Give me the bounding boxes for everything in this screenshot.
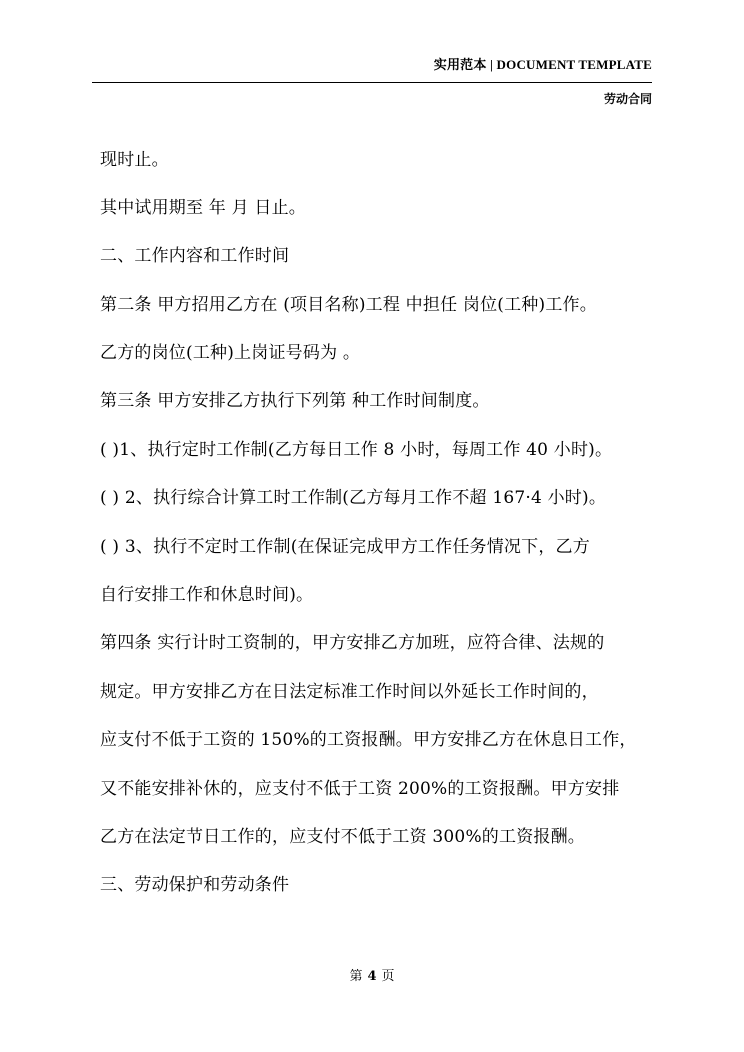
paragraph-line: 第三条 甲方安排乙方执行下列第 种工作时间制度。 bbox=[100, 391, 490, 411]
paragraph-line: ( )1、执行定时工作制(乙方每日工作 8 小时，每周工作 40 小时)。 bbox=[100, 440, 613, 460]
header-subtitle: 劳动合同 bbox=[603, 92, 652, 106]
paragraph-line: 又不能安排补休的，应支付不低于工资 200%的工资报酬。甲方安排 bbox=[100, 779, 620, 799]
page-suffix: 页 bbox=[381, 969, 395, 984]
paragraph-line: 第二条 甲方招用乙方在 (项目名称)工程 中担任 岗位(工种)工作。 bbox=[100, 295, 597, 315]
page-footer bbox=[0, 965, 744, 984]
paragraph-line: ( ) 3、执行不定时工作制(在保证完成甲方工作任务情况下，乙方 bbox=[100, 537, 590, 557]
paragraph-line: 现时止。 bbox=[100, 150, 169, 170]
header-title: 实用范本 | DOCUMENT TEMPLATE bbox=[433, 57, 652, 72]
paragraph-line: 自行安排工作和休息时间)。 bbox=[100, 585, 314, 605]
paragraph-line: 乙方在法定节日工作的，应支付不低于工资 300%的工资报酬。 bbox=[100, 827, 586, 847]
paragraph-line: 规定。甲方安排乙方在日法定标准工作时间以外延长工作时间的， bbox=[100, 682, 599, 702]
header-divider bbox=[92, 82, 652, 83]
section-heading: 三、劳动保护和劳动条件 bbox=[100, 875, 290, 895]
paragraph-line: 第四条 实行计时工资制的，甲方安排乙方加班，应符合律、法规的 bbox=[100, 633, 605, 653]
section-heading: 二、工作内容和工作时间 bbox=[100, 246, 290, 266]
paragraph-line: 其中试用期至 年 月 日止。 bbox=[100, 198, 307, 218]
paragraph-line: 应支付不低于工资的 150%的工资报酬。甲方安排乙方在休息日工作， bbox=[100, 730, 637, 750]
page-number: 4 bbox=[367, 969, 377, 984]
page-prefix: 第 bbox=[349, 969, 363, 984]
paragraph-line: 乙方的岗位(工种)上岗证号码为 。 bbox=[100, 343, 361, 363]
paragraph-line: ( ) 2、执行综合计算工时工作制(乙方每月工作不超 167·4 小时)。 bbox=[100, 488, 607, 508]
